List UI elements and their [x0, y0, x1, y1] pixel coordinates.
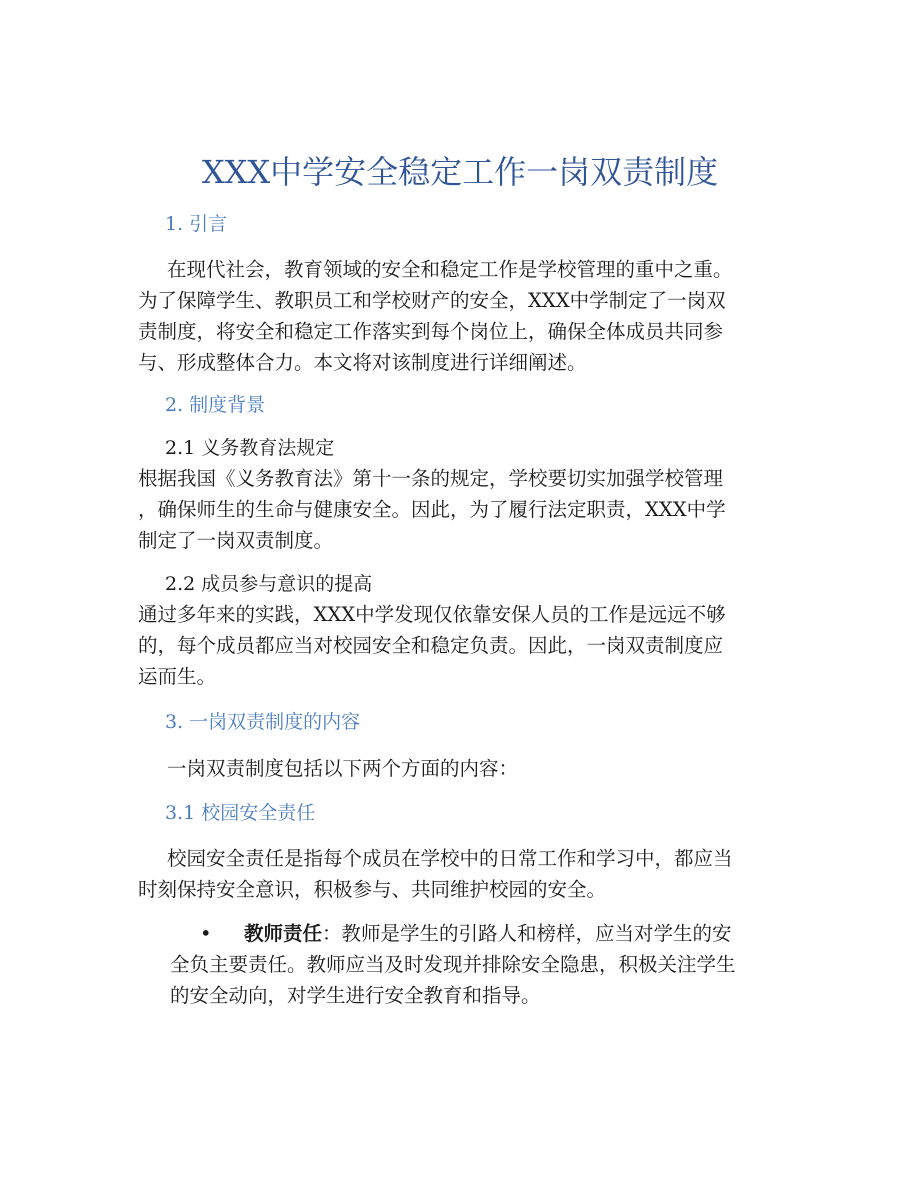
paragraph-line: 在现代社会，教育领域的安全和稳定工作是学校管理的重中之重。 — [167, 258, 733, 281]
paragraph-line: ，确保师生的生命与健康安全。因此，为了履行法定职责，XXX中学 — [138, 498, 726, 521]
bullet-line — [170, 918, 790, 949]
subsection-heading-campus-safety: 3.1 校园安全责任 — [165, 802, 316, 824]
paragraph-content-intro — [138, 753, 788, 784]
section-heading-intro: 1. 引言 — [165, 213, 228, 235]
paragraph-line: 通过多年来的实践，XXX中学发现仅依靠安保人员的工作是远远不够 — [138, 603, 726, 626]
section-heading-content: 3. 一岗双责制度的内容 — [165, 711, 361, 733]
bullet-teacher-responsibility — [170, 918, 790, 1011]
section-heading-background: 2. 制度背景 — [165, 394, 266, 416]
paragraph-campus-safety — [138, 843, 788, 905]
paragraph-line: 责制度，将安全和稳定工作落实到每个岗位上，确保全体成员共同参 — [138, 320, 724, 343]
paragraph-compulsory-education-law — [138, 463, 788, 556]
bullet-term: 教师责任 — [244, 922, 323, 945]
paragraph-intro — [138, 254, 788, 378]
document-title: XXX中学安全稳定工作一岗双责制度 — [201, 153, 719, 191]
bullet-marker: • — [200, 922, 212, 945]
paragraph-line: 一岗双责制度包括以下两个方面的内容： — [167, 757, 519, 780]
paragraph-line: 根据我国《义务教育法》第十一条的规定，学校要切实加强学校管理 — [138, 467, 724, 490]
bullet-line: 全负主要责任。教师应当及时发现并排除安全隐患，积极关注学生 — [170, 953, 736, 976]
bullet-line: 的安全动向，对学生进行安全教育和指导。 — [170, 984, 541, 1007]
paragraph-participation-awareness — [138, 599, 788, 692]
paragraph-line: 运而生。 — [138, 665, 217, 688]
paragraph-line: 制定了一岗双责制度。 — [138, 529, 334, 552]
paragraph-line: 校园安全责任是指每个成员在学校中的日常工作和学习中，都应当 — [167, 847, 733, 870]
subsection-heading-compulsory-education-law: 2.1 义务教育法规定 — [165, 437, 335, 459]
subsection-heading-participation-awareness: 2.2 成员参与意识的提高 — [165, 573, 373, 595]
paragraph-line: 与、形成整体合力。本文将对该制度进行详细阐述。 — [138, 351, 587, 374]
bullet-text: ：教师是学生的引路人和榜样，应当对学生的安 — [322, 922, 732, 945]
paragraph-line: 时刻保持安全意识，积极参与、共同维护校园的安全。 — [138, 878, 607, 901]
paragraph-line: 为了保障学生、教职员工和学校财产的安全，XXX中学制定了一岗双 — [138, 289, 726, 312]
paragraph-line: 的，每个成员都应当对校园安全和稳定负责。因此，一岗双责制度应 — [138, 634, 724, 657]
